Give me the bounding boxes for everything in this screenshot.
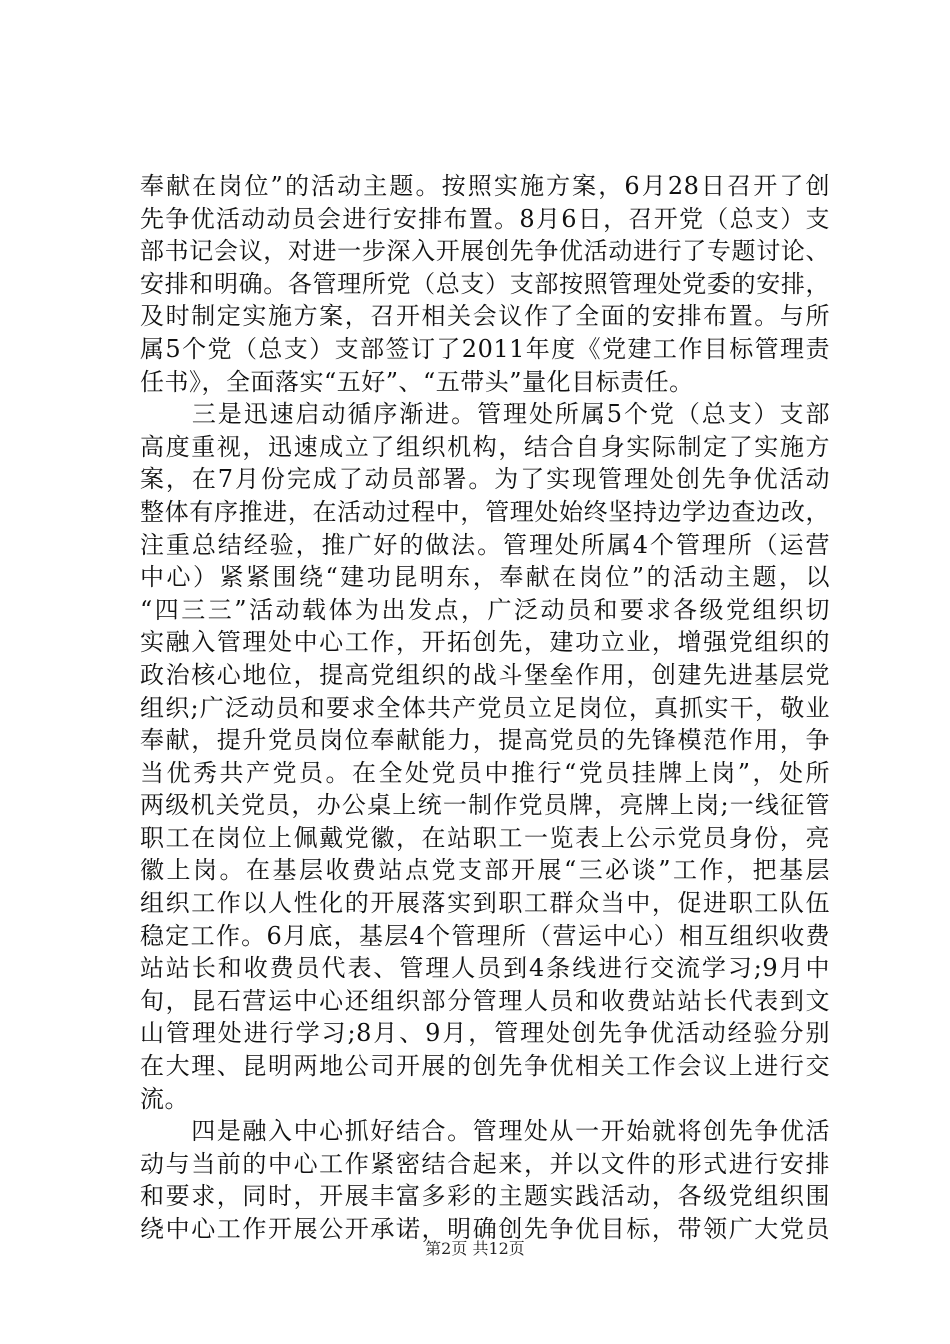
text-line: 任书》，全面落实“五好”、“五带头”量化目标责任。 <box>140 367 694 396</box>
document-body <box>140 170 830 1246</box>
text-line: 三是迅速启动循序渐进。管理处所属5个党（总支）支部 <box>140 400 830 429</box>
text-line: 站站长和收费员代表、管理人员到4条线进行交流学习;9月中 <box>140 954 830 983</box>
text-line: 部书记会议，对进一步深入开展创先争优活动进行了专题讨论、 <box>140 237 830 266</box>
text-line: 政治核心地位，提高党组织的战斗堡垒作用，创建先进基层党 <box>140 660 830 689</box>
text-line: 两级机关党员，办公桌上统一制作党员牌，亮牌上岗;一线征管 <box>140 791 830 820</box>
text-line: 安排和明确。各管理所党（总支）支部按照管理处党委的安排， <box>140 269 830 298</box>
text-line: 山管理处进行学习;8月、9月，管理处创先争优活动经验分别 <box>140 1019 830 1048</box>
text-line: 奉献在岗位”的活动主题。按照实施方案，6月28日召开了创 <box>140 172 830 200</box>
text-line: 动与当前的中心工作紧密结合起来，并以文件的形式进行安排 <box>140 1149 830 1178</box>
text-line: 在大理、昆明两地公司开展的创先争优相关工作会议上进行交 <box>140 1052 830 1081</box>
text-line: 属5个党（总支）支部签订了2011年度《党建工作目标管理责 <box>140 334 830 363</box>
text-line: 注重总结经验，推广好的做法。管理处所属4个管理所（运营 <box>140 530 830 559</box>
text-line: 案，在7月份完成了动员部署。为了实现管理处创先争优活动 <box>140 465 830 494</box>
text-line: 当优秀共产党员。在全处党员中推行“党员挂牌上岗”，处所 <box>140 758 830 787</box>
text-line: 职工在岗位上佩戴党徽，在站职工一览表上公示党员身份，亮 <box>140 823 830 852</box>
text-line: 流。 <box>140 1084 189 1113</box>
page-footer: 第2页 共12页 <box>425 1239 525 1258</box>
text-line: 绕中心工作开展公开承诺，明确创先争优目标，带领广大党员 <box>140 1215 830 1243</box>
text-line: 组织工作以人性化的开展落实到职工群众当中，促进职工队伍 <box>140 889 830 918</box>
text-line: 奉献，提升党员岗位奉献能力，提高党员的先锋模范作用，争 <box>140 726 830 755</box>
text-line: 及时制定实施方案，召开相关会议作了全面的安排布置。与所 <box>140 302 830 331</box>
text-line: 徽上岗。在基层收费站点党支部开展“三必谈”工作，把基层 <box>140 856 830 885</box>
text-line: 实融入管理处中心工作，开拓创先，建功立业，增强党组织的 <box>140 628 830 657</box>
text-line: 和要求，同时，开展丰富多彩的主题实践活动，各级党组织围 <box>140 1182 830 1211</box>
text-line: 中心）紧紧围绕“建功昆明东，奉献在岗位”的活动主题，以 <box>140 563 830 592</box>
text-line: 整体有序推进，在活动过程中，管理处始终坚持边学边查边改， <box>140 497 830 526</box>
text-line: 高度重视，迅速成立了组织机构，结合自身实际制定了实施方 <box>140 432 830 461</box>
text-line: 旬，昆石营运中心还组织部分管理人员和收费站站长代表到文 <box>140 986 830 1015</box>
text-line: 先争优活动动员会进行安排布置。8月6日，召开党（总支）支 <box>140 204 830 233</box>
text-line: “四三三”活动载体为出发点，广泛动员和要求各级党组织切 <box>140 595 830 624</box>
text-line: 稳定工作。6月底，基层4个管理所（营运中心）相互组织收费 <box>140 921 830 950</box>
text-line: 四是融入中心抓好结合。管理处从一开始就将创先争优活 <box>140 1117 830 1146</box>
text-line: 组织;广泛动员和要求全体共产党员立足岗位，真抓实干，敬业 <box>140 693 830 722</box>
